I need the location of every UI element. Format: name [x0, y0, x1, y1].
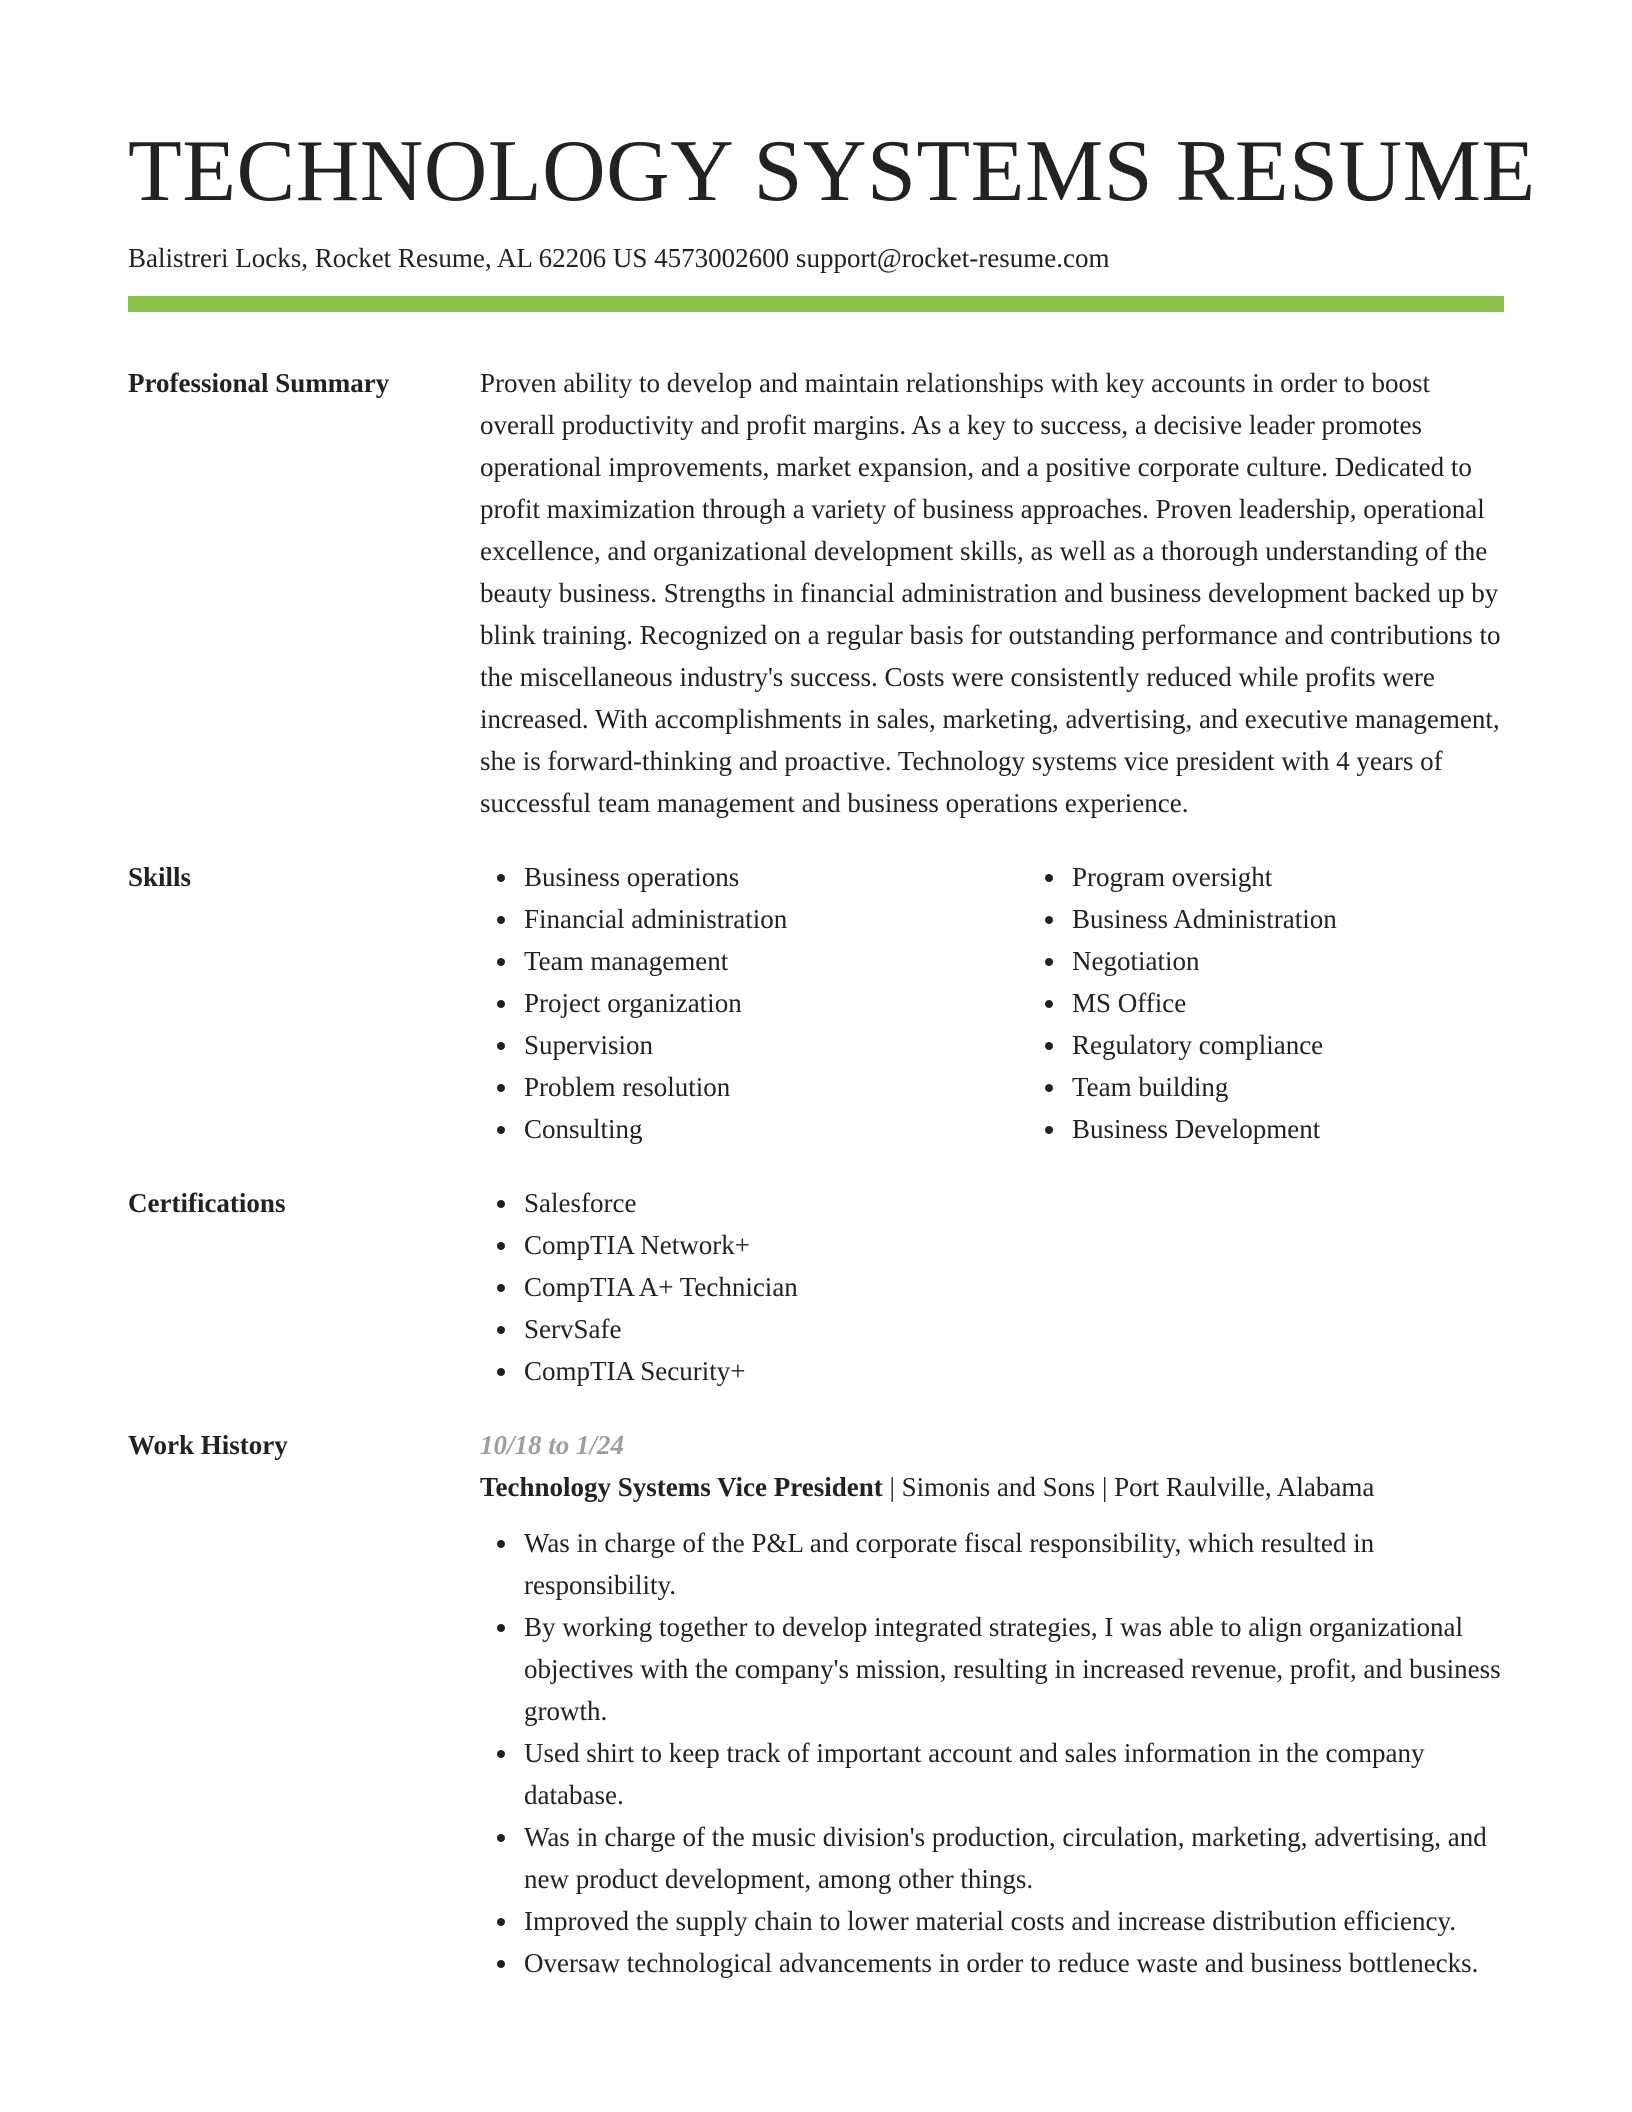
skill-item: Negotiation: [1072, 940, 1337, 982]
skill-item: Regulatory compliance: [1072, 1024, 1337, 1066]
job-dates: 10/18 to 1/24: [480, 1430, 625, 1460]
skill-item: Business Development: [1072, 1108, 1337, 1150]
skill-item: MS Office: [1072, 982, 1337, 1024]
job-bullet: Used shirt to keep track of important account and sales information in the company database.: [524, 1732, 1504, 1816]
section-title-skills: Skills: [128, 862, 192, 892]
certification-item: CompTIA A+ Technician: [524, 1266, 1504, 1308]
resume-page: [128, 0, 1536, 1984]
job-bullet: Oversaw technological advancements in order to reduce waste and business bottlenecks.: [524, 1942, 1504, 1984]
skill-item: Program oversight: [1072, 856, 1337, 898]
skill-item: Team building: [1072, 1066, 1337, 1108]
certification-item: Salesforce: [524, 1182, 1504, 1224]
header-divider: [128, 296, 1504, 312]
skills-list-right: [1028, 856, 1337, 1150]
skills-list-left: [480, 856, 1028, 1150]
certification-item: CompTIA Network+: [524, 1224, 1504, 1266]
skill-item: Financial administration: [524, 898, 1028, 940]
professional-summary-section: [128, 362, 1504, 824]
section-title-work-history: Work History: [128, 1430, 288, 1460]
section-title-professional-summary: Professional Summary: [128, 368, 390, 398]
skill-item: Consulting: [524, 1108, 1028, 1150]
job-responsibilities-list: [480, 1522, 1504, 1984]
skill-item: Project organization: [524, 982, 1028, 1024]
job-bullet: By working together to develop integrated strategies, I was able to align organizational objectives with the company's mission, resulting in increased revenue, profit, and business growth.: [524, 1606, 1504, 1732]
job-bullet: Was in charge of the P&L and corporate fiscal responsibility, which resulted in responsibility.: [524, 1522, 1504, 1606]
skill-item: Business operations: [524, 856, 1028, 898]
job-bullet: Was in charge of the music division's production, circulation, marketing, advertising, and new product development, among other things.: [524, 1816, 1504, 1900]
certifications-section: [128, 1182, 1504, 1392]
skill-item: Problem resolution: [524, 1066, 1028, 1108]
certifications-list: [480, 1182, 1504, 1392]
skill-item: Business Administration: [1072, 898, 1337, 940]
job-company: Simonis and Sons: [901, 1472, 1096, 1502]
contact-info: Balistreri Locks, Rocket Resume, AL 62206 US 4573002600 support@rocket-resume.com: [128, 243, 1110, 273]
certification-item: CompTIA Security+: [524, 1350, 1504, 1392]
job-heading: [480, 1466, 1504, 1508]
summary-text: Proven ability to develop and maintain relationships with key accounts in order to boost overall productivity and profit margins. As a key to success, a decisive leader promotes operational improvements, market expansion, and a positive corporate culture. Dedicated to profit maximization through a variety of business approaches. Proven leadership, operational excellence, and organizational development skills, as well as a thorough understanding of the beauty business. Strengths in financial administration and business development backed up by blink training. Recognized on a regular basis for outstanding performance and contributions to the miscellaneous industry's success. Costs were consistently reduced while profits were increased. With accomplishments in sales, marketing, advertising, and executive management, she is forward-thinking and proactive. Technology systems vice president with 4 years of successful team management and business operations experience.: [480, 368, 1501, 818]
job-location: Port Raulville, Alabama: [1114, 1472, 1375, 1502]
skills-section: [128, 856, 1504, 1150]
section-title-certifications: Certifications: [128, 1188, 286, 1218]
skill-item: Supervision: [524, 1024, 1028, 1066]
job-bullet: Improved the supply chain to lower material costs and increase distribution efficiency.: [524, 1900, 1504, 1942]
certification-item: ServSafe: [524, 1308, 1504, 1350]
resume-title: TECHNOLOGY SYSTEMS RESUME: [128, 123, 1536, 220]
skill-item: Team management: [524, 940, 1028, 982]
job-title: Technology Systems Vice President: [480, 1472, 883, 1502]
job-entry: [480, 1424, 1504, 1984]
work-history-section: [128, 1424, 1504, 1984]
job-separator: |: [882, 1472, 902, 1502]
job-separator: |: [1095, 1472, 1115, 1502]
